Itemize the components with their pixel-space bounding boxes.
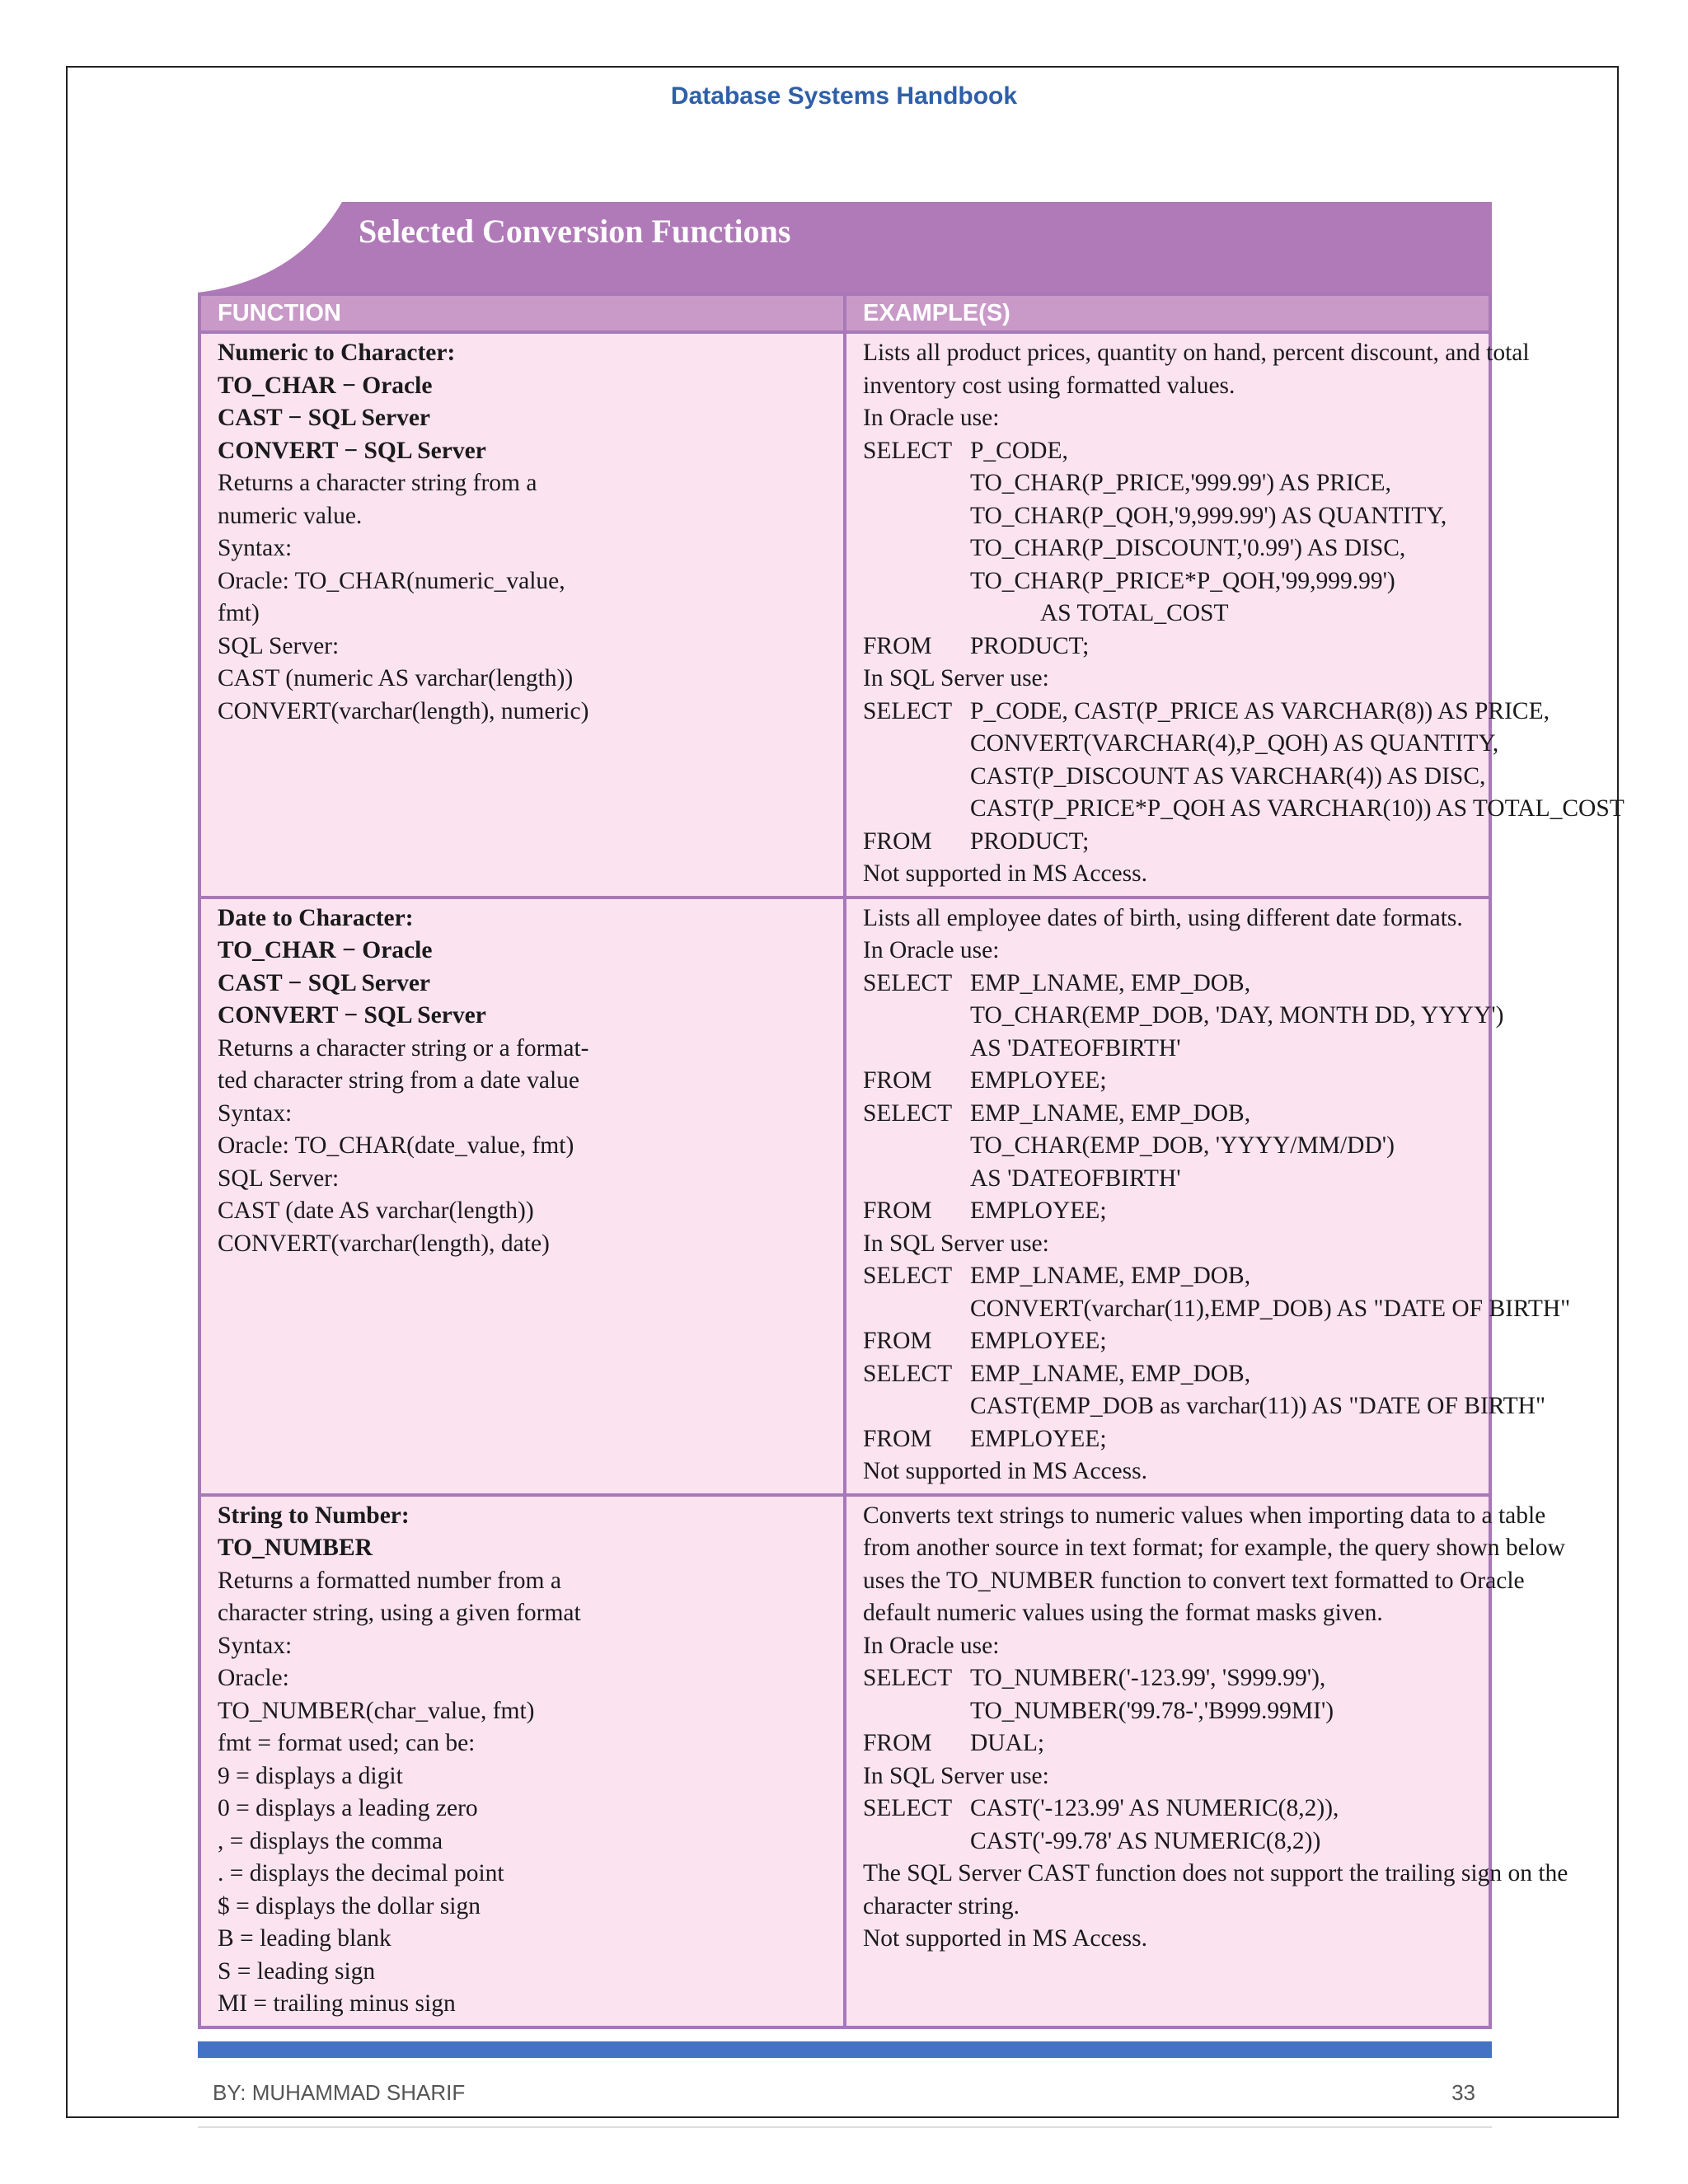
function-cell: [199, 332, 845, 898]
sql-line: [863, 1662, 1472, 1695]
sql-text: EMP_LNAME, EMP_DOB,: [970, 1360, 1251, 1387]
sql-continuation-line: CONVERT(VARCHAR(4),P_QOH) AS QUANTITY,: [970, 730, 1499, 757]
sql-continuation-line: TO_CHAR(P_DISCOUNT,'0.99') AS DISC,: [970, 535, 1406, 561]
document-header: Database Systems Handbook: [670, 82, 1018, 110]
function-description-line: character string, using a given format: [218, 1600, 581, 1626]
sql-line: [863, 1727, 1472, 1760]
function-category: Date to Character:: [218, 904, 414, 931]
function-name: TO_CHAR − Oracle: [218, 372, 433, 399]
sql-text: EMPLOYEE;: [970, 1425, 1107, 1452]
footer-author: BY: MUHAMMAD SHARIF: [213, 2080, 466, 2105]
sql-text: P_CODE,: [970, 437, 1068, 464]
sql-text: CAST('-123.99' AS NUMERIC(8,2)),: [970, 1795, 1339, 1821]
example-text-line: In Oracle use:: [863, 1632, 1000, 1659]
sql-keyword: SELECT: [863, 969, 953, 996]
sql-line: [863, 1325, 1472, 1358]
sql-keyword: SELECT: [863, 437, 953, 464]
sql-continuation-line: AS TOTAL_COST: [1040, 600, 1229, 626]
function-description-line: . = displays the decimal point: [218, 1860, 504, 1886]
function-description-line: ted character string from a date value: [218, 1067, 579, 1094]
function-cell: [199, 1495, 845, 2027]
sql-line: [863, 1260, 1472, 1293]
sql-line: [863, 1358, 1472, 1391]
function-description-line: Oracle: TO_CHAR(date_value, fmt): [218, 1132, 574, 1159]
function-description-line: $ = displays the dollar sign: [218, 1892, 481, 1919]
sql-keyword: SELECT: [863, 1263, 953, 1289]
column-header-examples: EXAMPLE(S): [845, 294, 1490, 332]
sql-line: [863, 1098, 1472, 1131]
example-text-line: In Oracle use:: [863, 937, 1000, 963]
sql-text: PRODUCT;: [970, 827, 1090, 855]
sql-line: [863, 968, 1472, 1001]
sql-keyword: SELECT: [863, 697, 953, 724]
example-text-line: Converts text strings to numeric values when importing data to a table: [863, 1502, 1546, 1529]
sql-continuation-line: AS 'DATEOFBIRTH': [970, 1034, 1181, 1062]
sql-text: EMP_LNAME, EMP_DOB,: [970, 969, 1251, 996]
table-row: [199, 1495, 1490, 2027]
sql-continuation-line: AS 'DATEOFBIRTH': [970, 1165, 1181, 1192]
function-name: CAST − SQL Server: [218, 969, 431, 996]
function-name: CAST − SQL Server: [218, 405, 431, 431]
sql-continuation-line: TO_CHAR(P_QOH,'9,999.99') AS QUANTITY,: [970, 502, 1447, 529]
sql-text: DUAL;: [970, 1730, 1045, 1756]
example-text-line: Not supported in MS Access.: [863, 860, 1147, 887]
sql-keyword: FROM: [863, 827, 932, 855]
sql-line: [863, 1423, 1472, 1456]
function-description-line: Syntax:: [218, 1632, 293, 1659]
function-category: String to Number:: [218, 1502, 410, 1529]
table-body: [199, 332, 1625, 2027]
function-description-line: Oracle:: [218, 1665, 289, 1691]
function-description-line: Returns a formatted number from a: [218, 1567, 561, 1594]
table-row: [199, 898, 1490, 1495]
example-text-line: In Oracle use:: [863, 405, 1000, 431]
function-name: TO_CHAR − Oracle: [218, 937, 433, 963]
sql-keyword: FROM: [863, 632, 932, 659]
function-description-line: Returns a character string or a format-: [218, 1034, 589, 1062]
function-description-line: CONVERT(varchar(length), numeric): [218, 697, 589, 724]
example-text-line: Not supported in MS Access.: [863, 1925, 1147, 1952]
function-description-line: 0 = displays a leading zero: [218, 1795, 478, 1821]
sql-keyword: SELECT: [863, 1360, 953, 1387]
sql-continuation-line: TO_CHAR(EMP_DOB, 'YYYY/MM/DD'): [970, 1132, 1395, 1159]
sql-keyword: FROM: [863, 1328, 932, 1354]
sql-text: EMPLOYEE;: [970, 1067, 1107, 1094]
function-description-line: fmt = format used; can be:: [218, 1730, 476, 1756]
sql-text: PRODUCT;: [970, 632, 1090, 659]
example-text-line: In SQL Server use:: [863, 1762, 1049, 1789]
function-name: CONVERT − SQL Server: [218, 437, 486, 464]
sql-continuation-line: CAST(P_PRICE*P_QOH AS VARCHAR(10)) AS TOTAL_COST: [970, 795, 1625, 822]
sql-line: [863, 1195, 1472, 1228]
sql-text: EMPLOYEE;: [970, 1197, 1107, 1224]
conversion-functions-table: [198, 293, 1625, 2029]
sql-keyword: SELECT: [863, 1665, 953, 1691]
function-description-line: CONVERT(varchar(length), date): [218, 1230, 550, 1257]
function-description-line: , = displays the comma: [218, 1827, 443, 1854]
example-cell: [845, 898, 1571, 1495]
function-description-line: 9 = displays a digit: [218, 1762, 403, 1789]
function-description-line: Syntax:: [218, 1099, 293, 1127]
example-text-line: The SQL Server CAST function does not support the trailing sign on the: [863, 1860, 1568, 1886]
sql-line: [863, 696, 1550, 729]
sql-continuation-line: TO_NUMBER('99.78-','B999.99MI'): [970, 1697, 1334, 1724]
function-description-line: numeric value.: [218, 502, 363, 529]
function-description-line: Returns a character string from a: [218, 470, 537, 496]
sql-text: TO_NUMBER('-123.99', 'S999.99'),: [970, 1665, 1326, 1691]
example-text-line: inventory cost using formatted values.: [863, 372, 1236, 399]
sql-line: [863, 630, 1472, 663]
sql-line: [863, 1065, 1472, 1098]
example-cell: [845, 332, 1625, 898]
section-banner: [198, 202, 1492, 293]
example-text-line: default numeric values using the format masks given.: [863, 1600, 1383, 1626]
sql-keyword: FROM: [863, 1425, 932, 1452]
sql-keyword: FROM: [863, 1730, 932, 1756]
function-description-line: fmt): [218, 600, 260, 626]
sql-continuation-line: TO_CHAR(P_PRICE,'999.99') AS PRICE,: [970, 470, 1391, 496]
table-row: [199, 332, 1490, 898]
sql-continuation-line: TO_CHAR(P_PRICE*P_QOH,'99,999.99'): [970, 567, 1395, 594]
sql-line: [863, 435, 1472, 468]
sql-continuation-line: TO_CHAR(EMP_DOB, 'DAY, MONTH DD, YYYY'): [970, 1002, 1504, 1029]
function-description-line: SQL Server:: [218, 632, 340, 659]
function-description-line: Syntax:: [218, 535, 293, 561]
sql-text: P_CODE, CAST(P_PRICE AS VARCHAR(8)) AS PRICE,: [970, 697, 1550, 724]
sql-keyword: SELECT: [863, 1795, 953, 1821]
example-text-line: character string.: [863, 1892, 1020, 1919]
function-description-line: B = leading blank: [218, 1925, 392, 1952]
example-text-line: Not supported in MS Access.: [863, 1458, 1147, 1484]
example-text-line: uses the TO_NUMBER function to convert text formatted to Oracle: [863, 1567, 1525, 1594]
sql-continuation-line: CAST('-99.78' AS NUMERIC(8,2)): [970, 1827, 1321, 1854]
sql-text: EMP_LNAME, EMP_DOB,: [970, 1099, 1251, 1127]
function-category: Numeric to Character:: [218, 340, 456, 366]
sql-text: EMP_LNAME, EMP_DOB,: [970, 1263, 1251, 1289]
example-cell: [845, 1495, 1568, 2027]
function-name: TO_NUMBER: [218, 1535, 373, 1561]
function-description-line: TO_NUMBER(char_value, fmt): [218, 1697, 535, 1724]
function-description-line: MI = trailing minus sign: [218, 1990, 456, 2017]
sql-continuation-line: CAST(EMP_DOB as varchar(11)) AS "DATE OF BIRTH": [970, 1393, 1546, 1419]
sql-keyword: SELECT: [863, 1099, 953, 1127]
sql-keyword: FROM: [863, 1067, 932, 1094]
function-name: CONVERT − SQL Server: [218, 1002, 486, 1029]
page-number: 33: [1451, 2080, 1475, 2105]
function-description-line: Oracle: TO_CHAR(numeric_value,: [218, 567, 565, 594]
function-description-line: CAST (date AS varchar(length)): [218, 1197, 534, 1224]
example-text-line: In SQL Server use:: [863, 1230, 1049, 1257]
banner-title: Selected Conversion Functions: [359, 213, 791, 250]
function-description-line: SQL Server:: [218, 1165, 340, 1192]
function-description-line: CAST (numeric AS varchar(length)): [218, 665, 574, 691]
column-header-function: FUNCTION: [199, 294, 845, 332]
example-text-line: Lists all product prices, quantity on hand, percent discount, and total: [863, 340, 1530, 366]
sql-keyword: FROM: [863, 1197, 932, 1224]
bottom-rule: [198, 2126, 1492, 2128]
function-cell: [199, 898, 845, 1495]
footer-bar: [198, 2041, 1492, 2058]
sql-line: [863, 826, 1472, 859]
sql-line: [863, 1793, 1472, 1825]
sql-continuation-line: CAST(P_DISCOUNT AS VARCHAR(4)) AS DISC,: [970, 762, 1486, 790]
example-text-line: from another source in text format; for example, the query shown below: [863, 1535, 1565, 1561]
example-text-line: In SQL Server use:: [863, 665, 1049, 691]
sql-text: EMPLOYEE;: [970, 1328, 1107, 1354]
function-description-line: S = leading sign: [218, 1957, 376, 1985]
sql-continuation-line: CONVERT(varchar(11),EMP_DOB) AS "DATE OF BIRTH": [970, 1295, 1571, 1322]
example-text-line: Lists all employee dates of birth, using different date formats.: [863, 904, 1463, 931]
table-header-row: [199, 294, 1490, 332]
